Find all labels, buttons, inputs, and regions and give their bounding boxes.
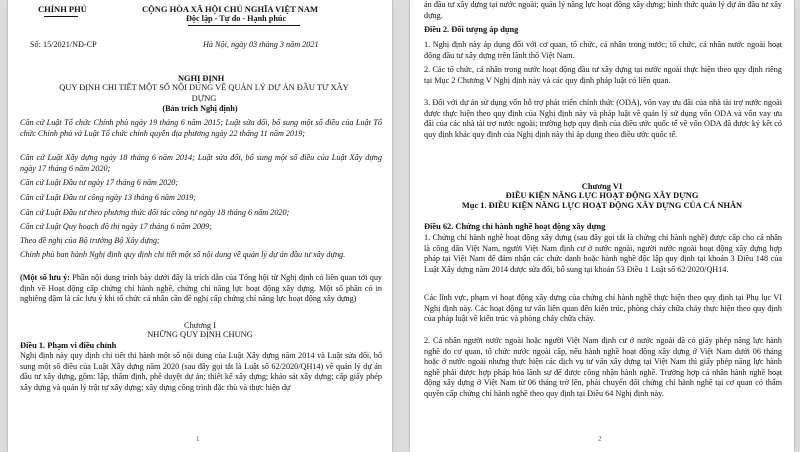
- document-page-1: [8, 0, 392, 452]
- article-clause: 2. Cá nhân người nước ngoài hoặc người Việt Nam định cư ở nước ngoài đã có giấy phép năng lực hành nghề do cơ quan, tổ chức nước ngoài cấp, nếu hành nghề hoạt động xây dựng ở Việt Nam dưới 06 tháng hoặc ở nước ngoài nhưng thực hiện các dịch vụ tư vấn xây dựng tại Việt Nam thì giấy phép năng lực hành nghề phải được hợp pháp hóa lãnh sự để được công nhận hành nghề. Trường hợp cá nhân hành nghề hoạt động xây dựng ở Việt Nam từ 06 tháng trở lên, phải chuyển đổi chứng chỉ hành nghề tại cơ quan có thẩm quyền cấp chứng chỉ hành nghề theo quy định tại Điều 64 Nghị định này.: [424, 336, 782, 398]
- article-clause: 2. Các tổ chức, cá nhân trong nước hoạt động đầu tư xây dựng tại nước ngoài thực hiện theo quy định riêng tại Mục 2 Chương V Nghị định này và các quy định pháp luật có liên quan.: [424, 65, 782, 85]
- page-number: 2: [598, 435, 602, 443]
- national-title: CỘNG HÒA XÃ HỘI CHỦ NGHĨA VIỆT NAM: [142, 4, 319, 14]
- section-title: Mục 1. ĐIỀU KIỆN NĂNG LỰC HOẠT ĐỘNG XÂY DỰNG CỦA CÁ NHÂN: [461, 201, 743, 210]
- document-title: QUY ĐỊNH CHI TIẾT MỘT SỐ NỘI DUNG VỀ QUẢN LÝ DỰ ÁN ĐẦU TƯ XÂY DỰNG: [59, 83, 349, 103]
- document-page-2: [410, 0, 794, 452]
- article-clause: 1. Nghị định này áp dụng đối với cơ quan, tổ chức, cá nhân trong nước; tổ chức, cá nhân nước ngoài hoạt động đầu tư xây dựng trên lãnh thổ Việt Nam.: [424, 40, 782, 60]
- preamble-item: Căn cứ Luật Xây dựng ngày 18 tháng 6 năm 2014; Luật sửa đổi, bổ sung một số điều của Luật Xây dựng ngày 17 tháng 6 năm 2020;: [20, 153, 382, 173]
- header-underline-left: [44, 16, 78, 17]
- excerpt-note: (Bản trích Nghị định): [162, 104, 238, 113]
- chapter-number: Chương VI: [581, 182, 623, 191]
- article-clause: 3. Đối với dự án sử dụng vốn hỗ trợ phát triển chính thức (ODA), vốn vay ưu đãi của nhà tài trợ nước ngoài được thực hiện theo quy định của Nghị định này và pháp luật về quản lý sử dụng vốn ODA và vốn vay ưu đãi của các nhà tài trợ nước ngoài; trường hợp quy định của điều ước quốc tế về vốn ODA đã được ký kết có quy định khác quy định của Nghị định này thì áp dụng theo điều ước quốc tế.: [424, 98, 782, 139]
- chapter-title: ĐIỀU KIỆN NĂNG LỰC HOẠT ĐỘNG XÂY DỰNG: [505, 191, 699, 200]
- issuing-body: CHÍNH PHỦ: [38, 4, 87, 14]
- chapter-title: NHỮNG QUY ĐỊNH CHUNG: [147, 330, 253, 339]
- preamble-item: Theo đề nghị của Bộ trưởng Bộ Xây dựng;: [20, 236, 160, 245]
- document-number: Số: 15/2021/NĐ-CP: [30, 40, 97, 49]
- reading-note-label: (Một số lưu ý:: [20, 273, 70, 282]
- preamble-item: Căn cứ Luật Quy hoạch đô thị ngày 17 tháng 6 năm 2009;: [20, 222, 212, 231]
- article-title: Điều 2. Đối tượng áp dụng: [424, 25, 519, 34]
- header-underline-right: [188, 25, 300, 26]
- national-motto: Độc lập - Tự do - Hạnh phúc: [186, 14, 287, 23]
- place-and-date: Hà Nội, ngày 03 tháng 3 năm 2021: [203, 40, 319, 49]
- document-type: NGHỊ ĐỊNH: [178, 74, 225, 83]
- article-clause: Các lĩnh vực, phạm vi hoạt động xây dựng của chứng chỉ hành nghề thực hiện theo quy định tại Phụ lục VI Nghị định này. Các hoạt động tư vấn liên quan đến kiến trúc, phòng cháy chữa cháy thực hiện theo quy định của pháp luật về kiến trúc và phòng cháy chữa cháy.: [424, 293, 782, 324]
- article-body: Nghị định này quy định chi tiết thi hành một số nội dung của Luật Xây dựng năm 2014 và Luật sửa đổi, bổ sung một số điều của Luật Xây dựng năm 2020 (sau đây gọi tắt là Luật số 62/2020/QH14) về quản lý dự án đầu tư xây dựng, gồm: lập, thẩm định, phê duyệt dự án; thiết kế xây dựng; khảo sát xây dựng; cấp giấy phép xây dựng và quản lý trật tự xây dựng; xây dựng công trình đặc thù và thực hiện dự: [20, 351, 382, 392]
- preamble-item: Chính phủ ban hành Nghị định quy định chi tiết một số nội dung về quản lý dự án đầu tư xây dựng.: [20, 250, 346, 259]
- reading-note: [20, 273, 382, 305]
- preamble-item: Căn cứ Luật Tổ chức Chính phủ ngày 19 tháng 6 năm 2015; Luật sửa đổi, bổ sung một số điều của Luật Tổ chức Chính phủ và Luật Tổ chức chính quyền địa phương ngày 22 tháng 11 năm 2019;: [20, 118, 382, 138]
- chapter-number: Chương I: [184, 321, 216, 330]
- reading-note-text: Phần nội dung trình bày dưới đây là trích dẫn của Tổng hội từ Nghị định có liên quan tới quy định về Hoạt động cấp chứng chỉ hành nghề, chứng chỉ năng lực hoạt động xây dựng. Một số phần có in nghiêng đậm là các lưu ý khi tổ chức cá nhân cần đề nghị cấp chứng chỉ năng lực hoạt động xây dựng): [20, 273, 383, 304]
- preamble-item: Căn cứ Luật Đầu tư ngày 17 tháng 6 năm 2020;: [20, 178, 179, 187]
- article-title: Điều 1. Phạm vi điều chỉnh: [20, 341, 117, 350]
- article-title: Điều 62. Chứng chỉ hành nghề hoạt động xây dựng: [424, 222, 606, 231]
- preamble-item: Căn cứ Luật Đầu tư theo phương thức đối tác công tư ngày 18 tháng 6 năm 2020;: [20, 208, 290, 217]
- article-body-continued: án đầu tư xây dựng tại nước ngoài; quản lý năng lực hoạt động xây dựng; hình thức quản lý dự án đầu tư xây dựng.: [424, 0, 782, 20]
- article-clause: 1. Chứng chỉ hành nghề hoạt động xây dựng (sau đây gọi tắt là chứng chỉ hành nghề) được cấp cho cá nhân là công dân Việt Nam, người Việt Nam định cư ở nước ngoài, người nước ngoài hoạt động xây dựng hợp pháp tại Việt Nam để đảm nhận các chức danh hoặc hành nghề độc lập quy định tại khoản 3 Điều 148 của Luật Xây dựng năm 2014 được sửa đổi, bổ sung tại khoản 53 Điều 1 Luật số 62/2020/QH14.: [424, 233, 782, 274]
- page-number: 1: [196, 435, 200, 443]
- preamble-item: Căn cứ Luật Đầu tư công ngày 13 tháng 6 năm 2019;: [20, 193, 197, 202]
